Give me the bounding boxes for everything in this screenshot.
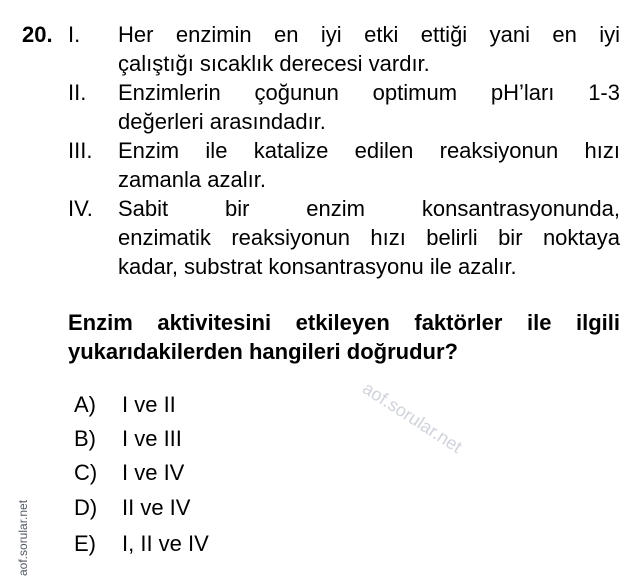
statement-1-numeral: I. — [68, 22, 81, 47]
statement-4-line-3: kadar, substrat konsantrasyonu ile azalır. — [118, 254, 517, 279]
option-a-text: I ve II — [122, 392, 176, 417]
option-c[interactable] — [74, 458, 184, 487]
statement-4-line-2: enzimatik reaksiyonun hızı belirli bir noktaya — [118, 225, 620, 250]
statement-3-numeral: III. — [68, 138, 93, 163]
option-a[interactable] — [74, 390, 176, 419]
statement-3-line-1: Enzim ile katalize edilen reaksiyonun hızı — [118, 138, 620, 163]
option-c-letter: C) — [74, 460, 98, 485]
question-prompt — [68, 308, 620, 366]
statement-1-line-2: çalıştığı sıcaklık derecesi vardır. — [118, 51, 430, 76]
option-b-text: I ve III — [122, 426, 182, 451]
option-e[interactable] — [74, 529, 209, 558]
statement-4-numeral: IV. — [68, 196, 93, 221]
option-d[interactable] — [74, 493, 190, 522]
question-number: 20. — [22, 22, 53, 47]
statement-4 — [68, 194, 620, 281]
option-c-text: I ve IV — [122, 460, 185, 485]
option-b-letter: B) — [74, 426, 96, 451]
option-d-letter: D) — [74, 495, 98, 520]
statement-3-line-2: zamanla azalır. — [118, 167, 266, 192]
option-e-letter: E) — [74, 531, 96, 556]
diagonal-watermark: aof.sorular.net — [359, 378, 466, 457]
option-a-letter: A) — [74, 392, 96, 417]
statement-3 — [68, 136, 620, 194]
side-watermark: aof.sorular.net — [16, 499, 30, 576]
option-e-text: I, II ve IV — [122, 531, 209, 556]
option-d-text: II ve IV — [122, 495, 191, 520]
statement-2 — [68, 78, 620, 136]
option-b[interactable] — [74, 424, 182, 453]
statement-1 — [68, 20, 620, 78]
statement-1-line-1: Her enzimin en iyi etki ettiği yani en iyi — [118, 22, 620, 47]
statement-4-line-1: Sabit bir enzim konsantrasyonunda, — [118, 196, 620, 221]
question-prompt-line-1: Enzim aktivitesini etkileyen faktörler ile ilgili — [68, 310, 620, 335]
question-prompt-line-2: yukarıdakilerden hangileri doğrudur? — [68, 339, 458, 364]
statement-2-line-1: Enzimlerin çoğunun optimum pH’ları 1-3 — [118, 80, 620, 105]
statement-2-numeral: II. — [68, 80, 87, 105]
statement-2-line-2: değerleri arasındadır. — [118, 109, 326, 134]
